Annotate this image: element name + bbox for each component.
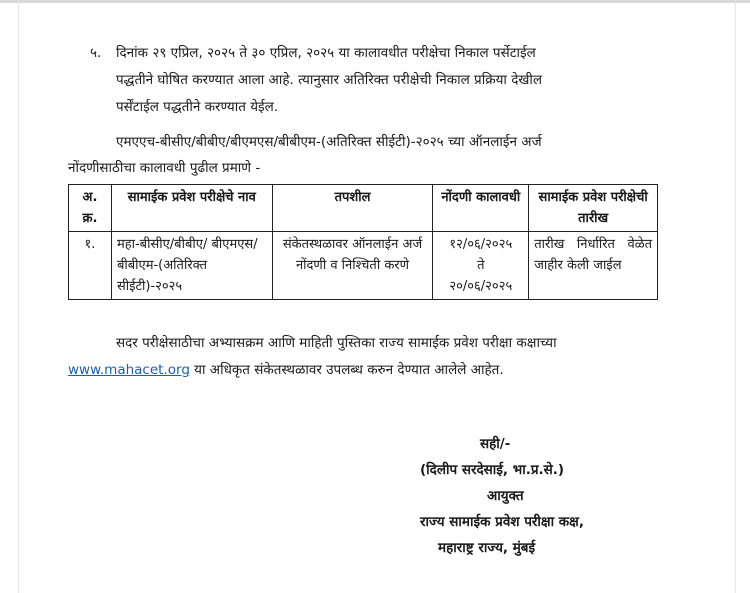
header-name: सामाईक प्रवेश परीक्षेचे नाव [111,185,272,232]
header-date: सामाईक प्रवेश परीक्षेची तारीख [529,185,658,232]
table-row [69,232,658,300]
intro-line2: नोंदणीसाठीचा कालावधी पुढील प्रमाणे - [68,160,261,176]
cell-sr: १. [69,232,112,300]
signature-name: (दिलीप सरदेसाई, भा.प्र.से.) [420,462,565,478]
page-left-border [18,0,19,593]
period-to-word: ते [477,258,485,273]
closing-line2 [68,357,504,383]
period-to: २०/०६/२०२५ [449,279,513,294]
intro-line1: एमएएच-बीसीए/बीबीए/बीएमएस/बीबीएम-(अतिरिक्त सीईटी)-२०२५ च्या ऑनलाईन अर्ज [116,134,542,150]
header-period: नोंदणी कालावधी [433,185,529,232]
cell-name: महा-बीसीए/बीबीए/ बीएमएस/बीबीएम-(अतिरिक्त सीईटी)-२०२५ [111,232,272,300]
item5-line2: पद्धतीने घोषित करण्यात आला आहे. त्यानुसार अतिरिक्त परीक्षेची निकाल प्रक्रिया देखील [116,72,543,88]
signature-signed: सही/- [480,436,511,452]
closing-line1: सदर परीक्षेसाठीचा अभ्यासक्रम आणि माहिती पुस्तिका राज्य सामाईक प्रवेश परीक्षा कक्षाच्या [116,335,557,351]
item-number: ५. [90,45,102,61]
header-details: तपशील [272,185,433,232]
mahacet-link[interactable]: www.mahacet.org [68,362,190,378]
item5-line3: पर्सेंटाईल पद्धतीने करण्यात येईल. [116,99,279,115]
registration-table [68,184,658,300]
cell-period [433,232,529,300]
closing-line2-text: या अधिकृत संकेतस्थळावर उपलब्ध करुन देण्यात आलेले आहेत. [189,362,504,378]
signature-title: आयुक्त [487,488,524,504]
page-top-border [0,0,750,3]
page-right-border [735,0,736,593]
cell-date: तारीख निर्धारित वेळेत जाहीर केली जाईल [529,232,658,300]
period-from: १२/०६/२०२५ [449,237,513,252]
signature-location: महाराष्ट्र राज्य, मुंबई [438,540,536,556]
signature-office: राज्य सामाईक प्रवेश परीक्षा कक्ष, [420,514,584,530]
header-sr: अ. क्र. [69,185,112,232]
cell-details: संकेतस्थळावर ऑनलाईन अर्ज नोंदणी व निश्चिती करणे [272,232,433,300]
item5-line1: दिनांक २९ एप्रिल, २०२५ ते ३० एप्रिल, २०२५ या कालावधीत परीक्षेचा निकाल पर्सेटाईल [116,45,536,61]
table-header-row [69,185,658,232]
